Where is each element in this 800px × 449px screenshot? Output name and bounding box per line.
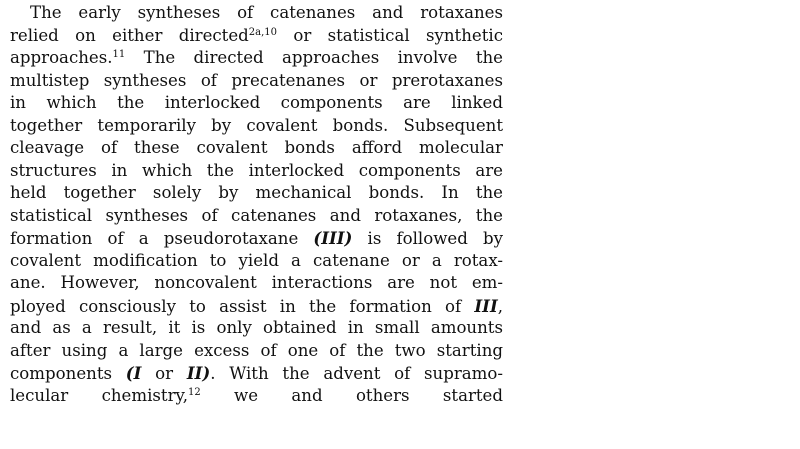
text-run: after using a large excess of one of the two starting: [10, 340, 503, 360]
text-line: [10, 70, 503, 93]
text-run: components: [10, 364, 126, 383]
compound-reference: (I: [125, 363, 142, 383]
text-line: [10, 340, 503, 363]
text-line: [10, 160, 503, 183]
text-run: lecular chemistry,: [10, 385, 188, 405]
text-run: relied on either directed: [10, 25, 249, 45]
text-line: [10, 115, 503, 138]
text-run: statistical syntheses of catenanes and rotaxanes, the: [10, 205, 503, 225]
text-line: [10, 47, 503, 70]
text-line: [10, 362, 503, 385]
text-run: together temporarily by covalent bonds. Subsequent: [10, 115, 503, 135]
text-line: [10, 272, 503, 295]
text-run: The early syntheses of catenanes and rotaxanes: [30, 3, 503, 22]
text-run: ,: [497, 296, 503, 316]
text-run: . With the advent of supramo-: [210, 364, 503, 383]
text-line: [10, 182, 503, 205]
text-line: [10, 295, 503, 318]
compound-reference: (III): [313, 228, 353, 248]
text-run: is followed by: [352, 229, 504, 248]
citation-superscript: 2a,10: [248, 26, 278, 38]
text-run: ane. However, noncovalent interactions are not em-: [10, 273, 503, 292]
text-run: and as a result, it is only obtained in small amounts: [10, 318, 503, 337]
text-run: cleavage of these covalent bonds afford molecular: [10, 138, 503, 157]
text-run: we and others started: [200, 385, 504, 405]
text-line: [10, 2, 503, 25]
text-run: or: [141, 364, 187, 383]
compound-reference: III: [474, 295, 498, 316]
citation-superscript: 12: [187, 386, 201, 398]
text-line: [10, 317, 503, 340]
text-line: [10, 227, 503, 250]
text-line: [10, 250, 503, 273]
text-run: The directed approaches involve the: [125, 48, 503, 67]
citation-superscript: 11: [112, 49, 126, 60]
text-run: held together solely by mechanical bonds. In the: [10, 183, 503, 202]
body-paragraph: [10, 2, 503, 407]
text-line: [10, 92, 503, 115]
text-run: approaches.: [10, 48, 113, 67]
text-run: or statistical synthetic: [277, 25, 503, 45]
text-run: covalent modification to yield a catenane or a rotax-: [10, 250, 503, 270]
text-line: [10, 205, 503, 228]
text-run: multistep syntheses of precatenanes or prerotaxanes: [10, 70, 503, 90]
article-text-block: [10, 2, 504, 405]
text-line: [10, 25, 503, 48]
text-run: in which the interlocked components are linked: [10, 93, 503, 112]
text-line: [10, 385, 503, 408]
text-run: ployed consciously to assist in the formation of: [10, 296, 475, 316]
text-line: [10, 137, 503, 160]
text-run: structures in which the interlocked components are: [10, 160, 503, 180]
compound-reference: II): [186, 363, 211, 383]
text-run: formation of a pseudorotaxane: [10, 229, 314, 248]
